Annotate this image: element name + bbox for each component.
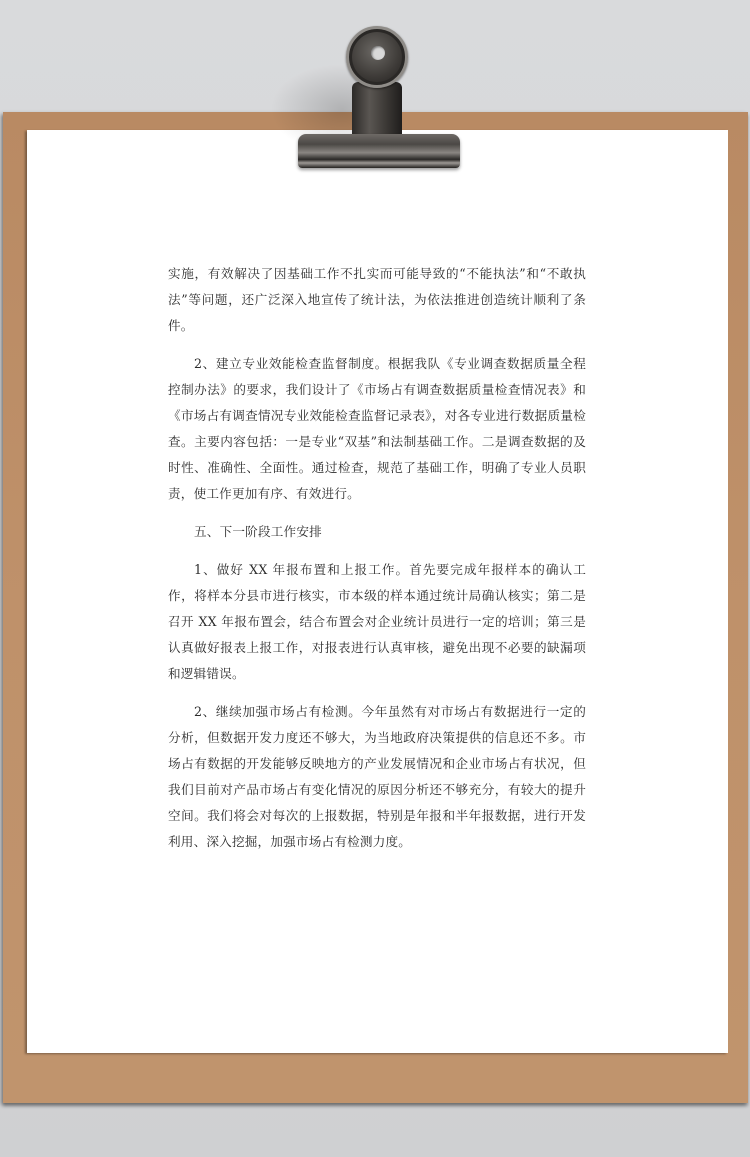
document-body — [168, 261, 586, 867]
binder-clip-icon — [290, 24, 466, 174]
section-heading-next-stage: 五、下一阶段工作安排 — [194, 524, 322, 539]
paragraph-item-1-annual-report: 1、做好 XX 年报布置和上报工作。首先要完成年报样本的确认工作，将样本分县市进行核实，市本级的样本通过统计局确认核实；第二是召开 XX 年报布置会，结合布置会对企业统计员进行一定的培训；第三是认真做好报表上报工作，对报表进行认真审核，避免出现不必要的缺漏项和逻辑错误。 — [168, 562, 586, 681]
clip-bar — [298, 134, 460, 168]
clip-hole — [371, 46, 385, 60]
paragraph-item-2-supervision: 2、建立专业效能检查监督制度。根据我队《专业调查数据质量全程控制办法》的要求，我们设计了《市场占有调查数据质量检查情况表》和《市场占有调查情况专业效能检查监督记录表》，对各专业进行数据质量检查。主要内容包括：一是专业“双基”和法制基础工作。二是调查数据的及时性、准确性、全面性。通过检查，规范了基础工作，明确了专业人员职责，使工作更加有序、有效进行。 — [168, 356, 586, 501]
paragraph-continuation: 实施，有效解决了因基础工作不扎实而可能导致的“不能执法”和“不敢执法”等问题，还广泛深入地宣传了统计法，为依法推进创造统计顺利了条件。 — [168, 266, 586, 333]
paragraph-item-2-market-monitoring: 2、继续加强市场占有检测。今年虽然有对市场占有数据进行一定的分析，但数据开发力度还不够大，为当地政府决策提供的信息还不多。市场占有数据的开发能够反映地方的产业发展情况和企业市场占有状况，但我们目前对产品市场占有变化情况的原因分析还不够充分，有较大的提升空间。我们将会对每次的上报数据，特别是年报和半年报数据，进行开发利用、深入挖掘，加强市场占有检测力度。 — [168, 704, 586, 849]
clip-ring — [346, 26, 408, 88]
